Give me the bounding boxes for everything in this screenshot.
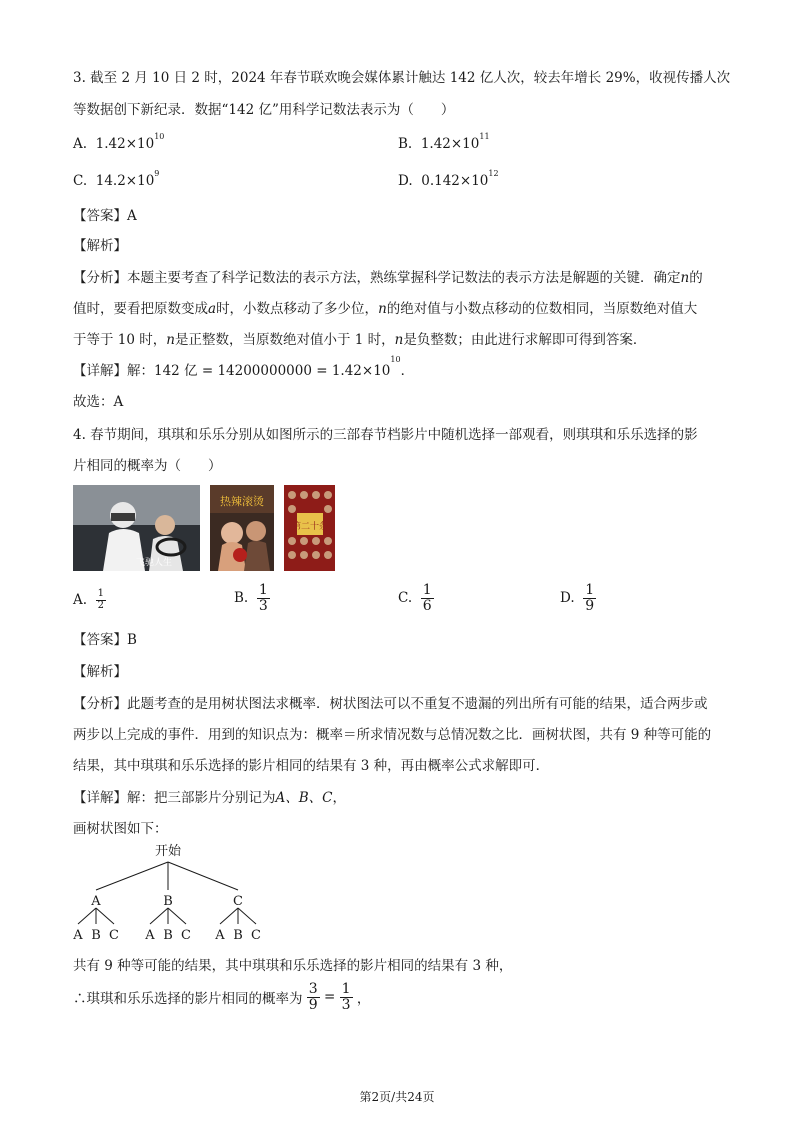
tree-node-c: C: [233, 894, 243, 909]
q3-option-d: D. $0.142\times 10^{12}$: [398, 169, 499, 189]
tree-leaf: C: [251, 928, 261, 943]
tree-node-b: B: [163, 894, 173, 909]
q3-option-a: A. $1.42\times 10^{10}$: [73, 132, 165, 152]
tree-leaf: C: [109, 928, 119, 943]
q4-answer: 【答案】B: [73, 632, 137, 648]
movie-poster-relagungtang: [210, 485, 274, 571]
movie-poster-feichi: [73, 485, 200, 571]
q4-detail: 【详解】解：把三部影片分别记为A、B、C，: [73, 790, 346, 806]
poster3-caption: 第二十条: [291, 522, 329, 532]
q4-result: 共有 9 种等可能的结果，其中琪琪和乐乐选择的影片相同的结果有 3 种，: [73, 958, 513, 974]
q4-fenxi-line1: 【分析】此题考查的是用树状图法求概率．树状图法可以不重复不遗漏的列出所有可能的结果，适合两步或: [73, 696, 708, 712]
tree-leaf: B: [233, 928, 243, 943]
q4-option-c: C. $\frac{1}{6}$: [398, 582, 432, 614]
q3-option-c: C. $14.2\times 10^9$: [73, 169, 160, 189]
q4-conclusion: ∴琪琪和乐乐选择的影片相同的概率为 $\frac{3}{9}$ = $\frac{1}{3}$ ，: [73, 981, 371, 1013]
tree-leaf: C: [181, 928, 191, 943]
tree-leaf: A: [215, 928, 225, 943]
q4-stem-line2: 片相同的概率为（ ）: [73, 458, 222, 474]
q3-choose: 故选：A: [73, 394, 124, 410]
tree-leaf: A: [73, 928, 83, 943]
q4-option-a: A. $\frac{1}{2}$: [73, 588, 105, 611]
q4-fenxi-line3: 结果，其中琪琪和乐乐选择的影片相同的结果有 3 种，再由概率公式求解即可．: [73, 758, 550, 774]
q4-analysis-tag: 【解析】: [73, 664, 127, 680]
q3-option-b: B. $1.42\times 10^{11}$: [398, 132, 490, 152]
tree-leaf: B: [91, 928, 101, 943]
poster2-caption: 热辣滚烫: [220, 495, 264, 508]
probability-tree-diagram: [62, 838, 282, 952]
tree-leaf: B: [163, 928, 173, 943]
q4-option-b: B. $\frac{1}{3}$: [234, 582, 268, 614]
poster1-caption: 飞驰人生: [136, 558, 173, 568]
q4-stem-line1: 4. 春节期间，琪琪和乐乐分别从如图所示的三部春节档影片中随机选择一部观看，则琪琪和乐乐选择的影: [73, 427, 698, 443]
q4-option-d: D. $\frac{1}{9}$: [560, 582, 595, 614]
q3-answer: 【答案】A: [73, 208, 137, 224]
page-footer: 第2页/共24页: [359, 1090, 435, 1104]
q3-fenxi-line1: 【分析】本题主要考查了科学记数法的表示方法，熟练掌握科学记数法的表示方法是解题的关键．确定n的: [73, 270, 703, 286]
q3-fenxi-line3: 于等于 10 时，n是正整数，当原数绝对值小于 1 时，n是负整数；由此进行求解即可得到答案．: [73, 332, 647, 348]
tree-leaf: A: [145, 928, 155, 943]
q4-tree-intro: 画树状图如下：: [73, 821, 168, 837]
tree-root: 开始: [154, 844, 182, 859]
q4-fenxi-line2: 两步以上完成的事件．用到的知识点为：概率＝所求情况数与总情况数之比．画树状图，共有 9 种等可能的: [73, 727, 712, 743]
q3-stem-line2: 等数据创下新纪录．数据“142 亿”用科学记数法表示为（ ）: [73, 102, 455, 118]
q3-stem-line1: 3. 截至 2 月 10 日 2 时，2024 年春节联欢晚会媒体累计触达 142 亿人次，较去年增长 29%，收视传播人次: [73, 70, 731, 86]
tree-node-a: A: [91, 894, 101, 909]
q3-detail: 【详解】解：142 亿 = $14200000000 = 1.42\times 10^{10}$．: [73, 355, 415, 379]
movie-poster-diershitiao: [284, 485, 335, 571]
q3-analysis-tag: 【解析】: [73, 238, 127, 254]
q3-fenxi-line2: 值时，要看把原数变成a时，小数点移动了多少位，n的绝对值与小数点移动的位数相同，当原数绝对值大: [73, 301, 698, 317]
